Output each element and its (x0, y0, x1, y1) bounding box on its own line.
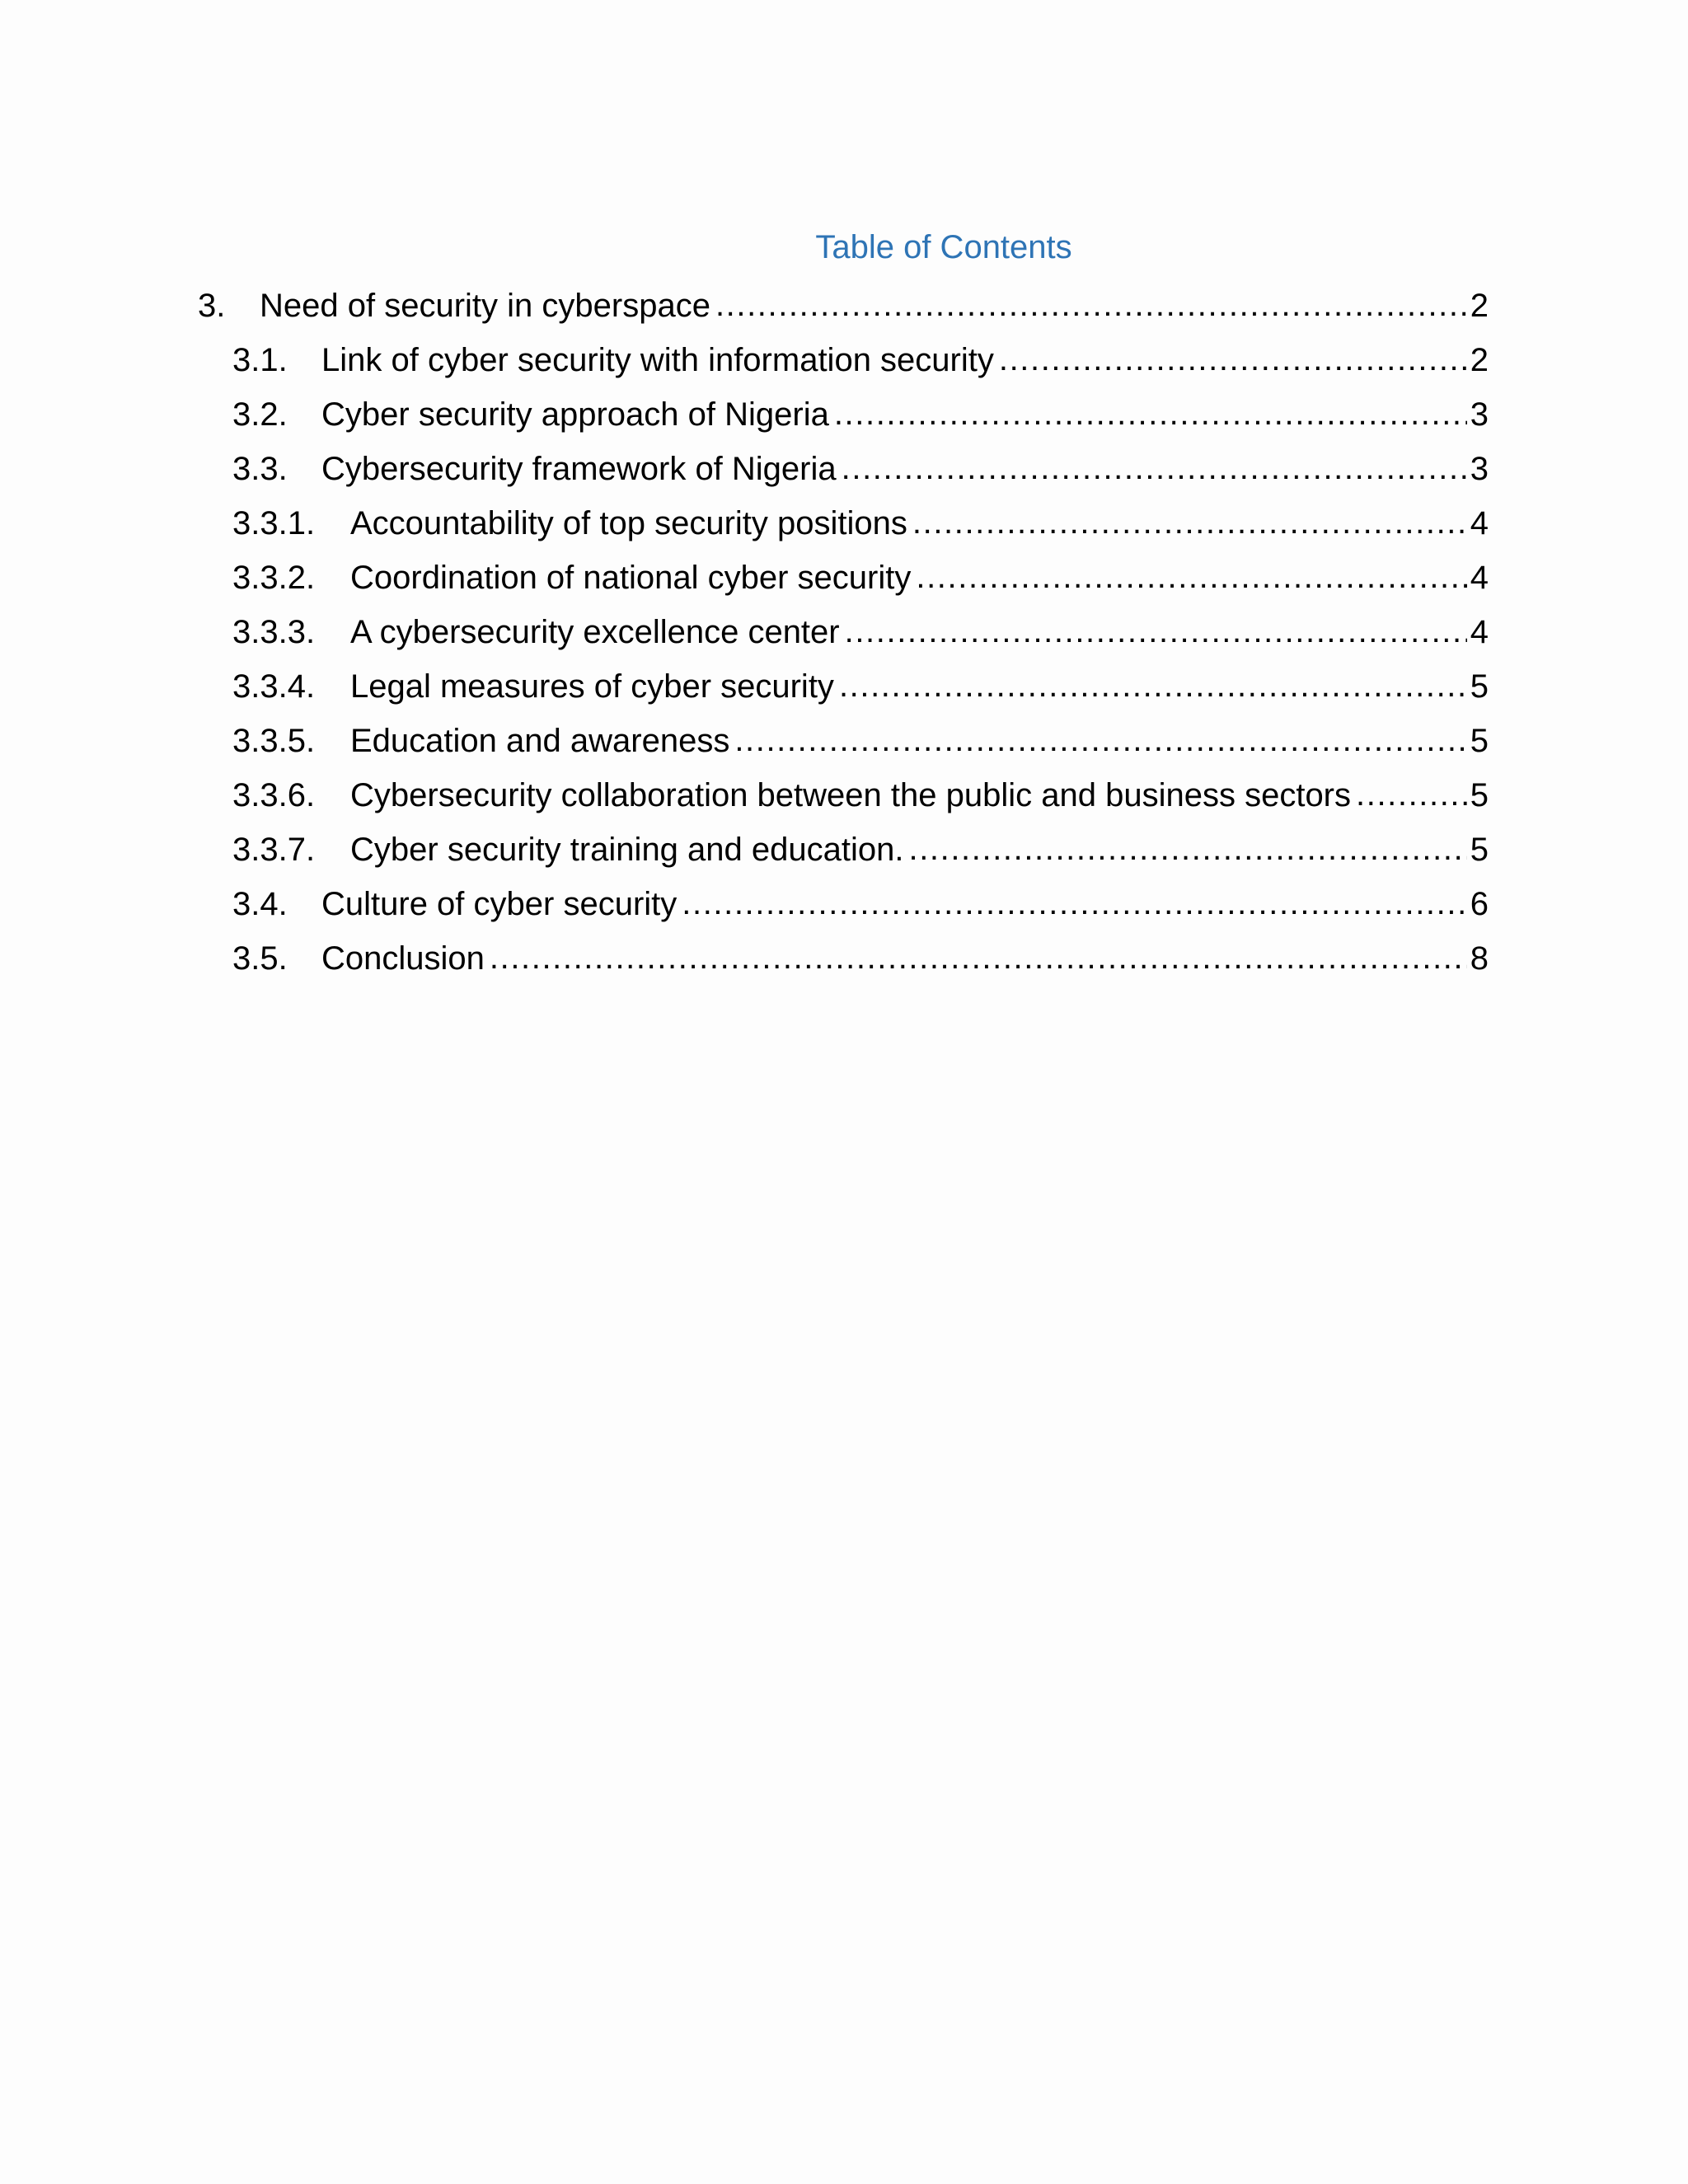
dot-leader (908, 827, 1466, 870)
toc-entry-title: Cyber security approach of Nigeria (321, 396, 829, 433)
toc-entry-number: 3.3.1. (232, 505, 316, 541)
toc-entry-title: Legal measures of cyber security (350, 668, 834, 705)
toc-entry-number: 3.5. (232, 940, 288, 977)
toc-entry[interactable] (232, 556, 1489, 599)
toc-entry[interactable] (232, 828, 1489, 871)
toc-title: Table of Contents (815, 229, 1072, 265)
dot-leader (912, 501, 1467, 544)
toc-entry-title: Coordination of national cyber security (350, 560, 912, 596)
toc-entry-page: 4 (1470, 560, 1489, 596)
dot-leader (734, 719, 1466, 762)
toc-entry-number: 3.3.3. (232, 614, 316, 650)
toc-entry[interactable] (232, 502, 1489, 545)
dot-leader (834, 392, 1467, 435)
toc-entry-number: 3.3.6. (232, 777, 316, 813)
dot-leader (839, 664, 1467, 707)
toc-entry-number: 3.3.2. (232, 560, 316, 596)
toc-entry-title: Cybersecurity collaboration between the public and business sectors (350, 777, 1352, 813)
toc-entry[interactable] (232, 937, 1489, 980)
toc-entry-title: Education and awareness (350, 723, 730, 759)
toc-entry[interactable] (232, 339, 1489, 382)
toc-entry-title: Link of cyber security with information security (321, 342, 994, 378)
dot-leader (845, 610, 1467, 653)
toc-entry-number: 3.3.4. (232, 668, 316, 705)
toc-entry-page: 8 (1470, 940, 1489, 977)
toc-entry-title: Cybersecurity framework of Nigeria (321, 451, 837, 487)
toc-entry-page: 6 (1470, 886, 1489, 922)
toc-entry-title: Culture of cyber security (321, 886, 678, 922)
dot-leader (1356, 773, 1467, 816)
dot-leader (842, 447, 1467, 490)
toc-entry[interactable] (198, 284, 1489, 327)
toc-entry-number: 3.3.5. (232, 723, 316, 759)
toc-entry-title: Accountability of top security positions (350, 505, 907, 541)
toc-entry-title: A cybersecurity excellence center (350, 614, 840, 650)
dot-leader (715, 284, 1467, 326)
toc-entry-title: Conclusion (321, 940, 485, 977)
toc-entry[interactable] (232, 774, 1489, 817)
dot-leader (490, 936, 1467, 979)
dot-leader (916, 555, 1466, 598)
toc-entry-number: 3.2. (232, 396, 288, 433)
toc-entry[interactable] (232, 393, 1489, 436)
toc-entry-title: Need of security in cyberspace (260, 288, 710, 324)
toc-entry-page: 5 (1470, 777, 1489, 813)
toc-entry-number: 3. (198, 288, 226, 324)
toc-entry-page: 3 (1470, 451, 1489, 487)
toc-entry-page: 2 (1470, 288, 1489, 324)
toc-entry-page: 3 (1470, 396, 1489, 433)
toc-entry-page: 5 (1470, 723, 1489, 759)
toc-entry-page: 5 (1470, 832, 1489, 868)
toc-entry[interactable] (232, 611, 1489, 654)
toc-entry-number: 3.4. (232, 886, 288, 922)
dot-leader (682, 882, 1466, 925)
toc-entry-title: Cyber security training and education. (350, 832, 904, 868)
toc-entry-page: 4 (1470, 505, 1489, 541)
toc-entry-number: 3.3.7. (232, 832, 316, 868)
dot-leader (999, 338, 1467, 381)
toc-entry-page: 4 (1470, 614, 1489, 650)
toc-entry-page: 5 (1470, 668, 1489, 705)
toc-entry-page: 2 (1470, 342, 1489, 378)
toc-entry[interactable] (232, 448, 1489, 490)
toc-entry[interactable] (232, 719, 1489, 762)
toc-entry[interactable] (232, 665, 1489, 708)
toc-entry-number: 3.3. (232, 451, 288, 487)
toc-entry[interactable] (232, 883, 1489, 926)
toc-entry-number: 3.1. (232, 342, 288, 378)
